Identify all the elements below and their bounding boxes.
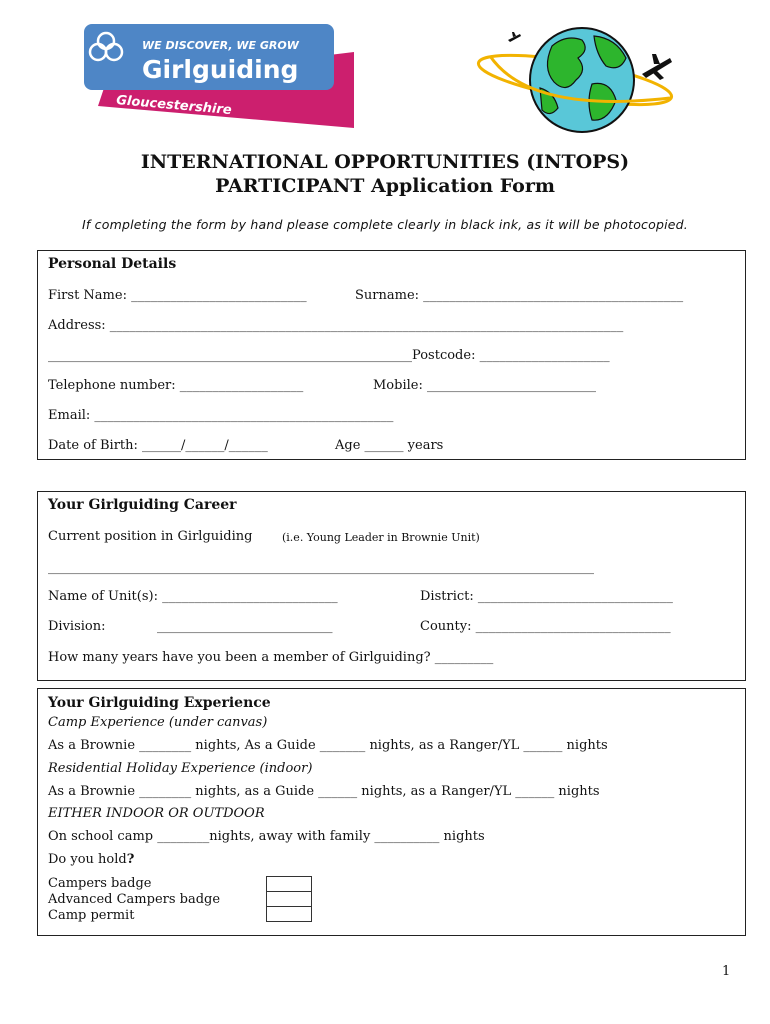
either-indoor-outdoor-label: EITHER INDOOR OR OUTDOOR [48,806,265,821]
small-airplane-icon [508,32,521,42]
telephone-field[interactable]: Telephone number: ___________________ [48,378,304,393]
do-you-hold-label [48,852,134,868]
badge-label-camp-permit: Camp permit [48,908,135,923]
address-postcode-field[interactable]: ________________________________________________________Postcode: ____________________ [48,348,610,363]
globe-icon [470,18,680,140]
airplane-icon [642,54,672,80]
girlguiding-logo [80,22,360,134]
page-number: 1 [722,964,731,979]
unit-name-field[interactable]: Name of Unit(s): ___________________________ [48,589,338,604]
mobile-field[interactable]: Mobile: __________________________ [373,378,596,393]
campers-badge-checkbox[interactable] [266,876,312,892]
personal-details-heading: Personal Details [48,256,177,272]
date-of-birth-field[interactable]: Date of Birth: ______/______/______ [48,438,268,453]
form-title-line2: PARTICIPANT Application Form [215,175,555,197]
camp-nights-field[interactable]: As a Brownie ________ nights, As a Guide _______ nights, as a Ranger/YL ______ nights [48,738,608,753]
logo-slogan: WE DISCOVER, WE GROW [142,39,299,52]
residential-nights-field[interactable]: As a Brownie ________ nights, as a Guide ______ nights, as a Ranger/YL ______ nights [48,784,600,799]
email-field[interactable]: Email: ______________________________________________ [48,408,394,423]
division-label: Division: [48,619,106,634]
current-position-field[interactable]: ____________________________________________________________________________________ [48,560,594,575]
camp-experience-label: Camp Experience (under canvas) [48,715,268,730]
residential-experience-label: Residential Holiday Experience (indoor) [48,761,313,776]
division-field[interactable]: ___________________________ [157,619,333,634]
do-you-hold-text: Do you hold [48,852,127,867]
county-field[interactable]: County: ______________________________ [420,619,671,634]
experience-heading: Your Girlguiding Experience [48,695,271,711]
membership-years-field[interactable]: How many years have you been a member of Girlguiding? _________ [48,650,494,665]
logo-brand: Girlguiding [142,55,299,84]
first-name-field[interactable]: First Name: ___________________________ [48,288,307,303]
logo-region: Gloucestershire [115,93,233,119]
advanced-campers-badge-checkbox[interactable] [266,891,312,907]
badge-label-campers: Campers badge [48,876,152,891]
career-heading: Your Girlguiding Career [48,497,237,513]
address-field[interactable]: Address: _______________________________________________________________________________ [48,318,624,333]
instructions: If completing the form by hand please complete clearly in black ink, as it will be photocopied. [82,217,688,232]
current-position-example: (i.e. Young Leader in Brownie Unit) [282,531,480,544]
do-you-hold-question-mark: ? [126,852,135,867]
current-position-label: Current position in Girlguiding [48,529,253,544]
form-title-line1: INTERNATIONAL OPPORTUNITIES (INTOPS) [140,151,630,173]
school-family-nights-field[interactable]: On school camp ________nights, away with family __________ nights [48,829,485,844]
age-field[interactable]: Age ______ years [335,438,444,453]
camp-permit-checkbox[interactable] [266,906,312,922]
surname-field[interactable]: Surname: ________________________________________ [355,288,684,303]
district-field[interactable]: District: ______________________________ [420,589,673,604]
badge-label-advanced-campers: Advanced Campers badge [48,892,221,907]
